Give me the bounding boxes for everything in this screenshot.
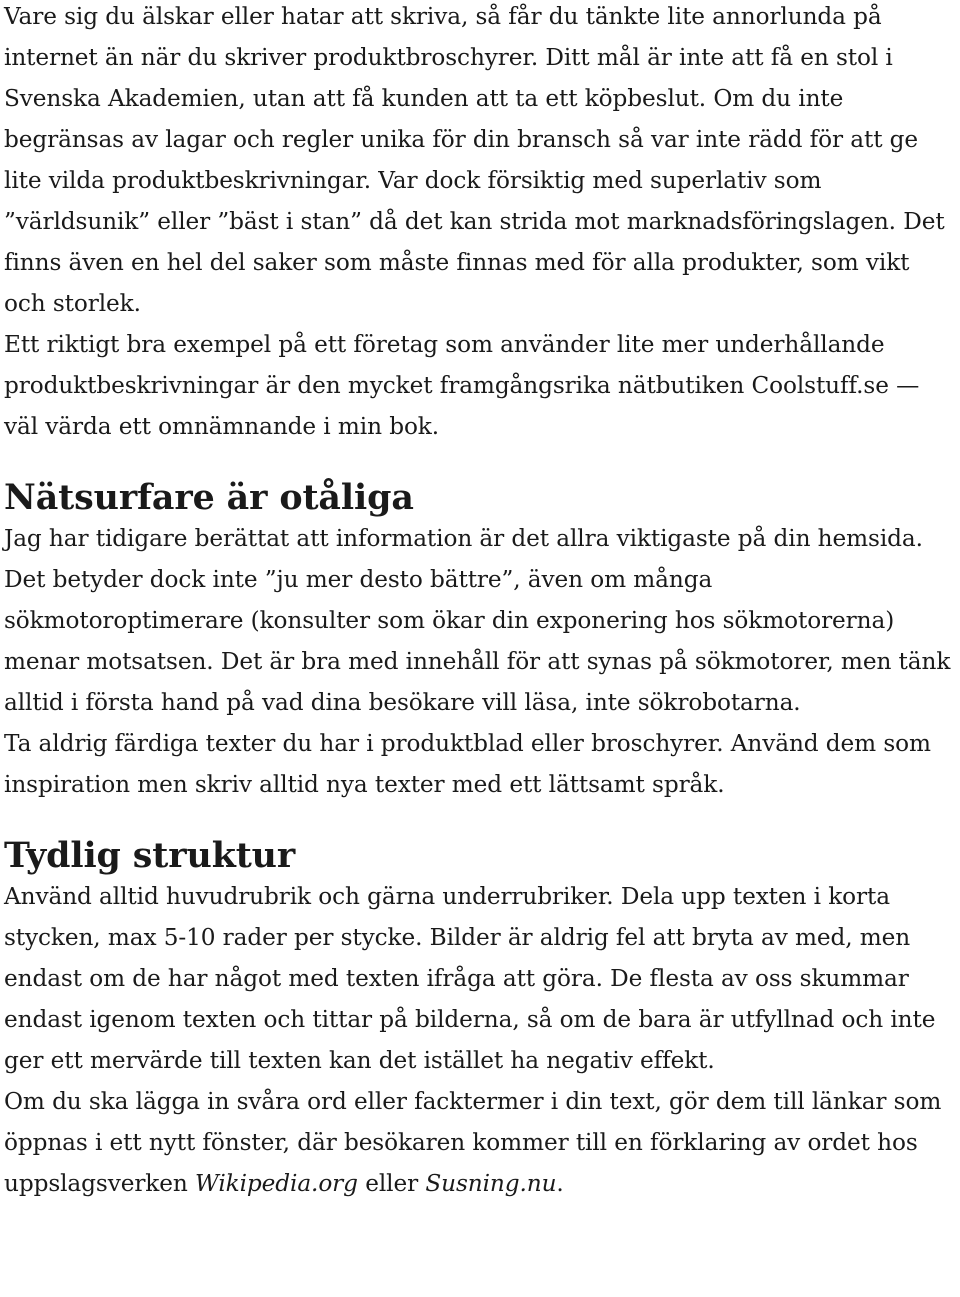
section-heading-tydlig-struktur: Tydlig struktur bbox=[4, 835, 296, 876]
paragraph-section2-1: Använd alltid huvudrubrik och gärna underrubriker. Dela upp texten i korta stycken, max 5-10 rader per stycke. Bilder är aldrig fel att bryta av med, men endast om de har något med texten ifråga att göra. De flesta av oss skummar endast igenom texten och tittar på bilderna, så om de bara är utfyllnad och inte ger ett mervärde till texten kan det istället ha negativ effekt. bbox=[4, 883, 936, 1074]
paragraph-intro-1: Vare sig du älskar eller hatar att skriva, så får du tänkte lite annorlunda på internet än när du skriver produktbroschyrer. Ditt mål är inte att få en stol i Svenska Akademien, utan att få kunden att ta ett köpbeslut. Om du inte begränsas av lagar och regler unika för din bransch så var inte rädd för att ge lite vilda produktbeskrivningar. Var dock försiktig med superlativ som ”världsunik” eller ”bäst i stan” då det kan strida mot marknadsföringslagen. Det finns även en hel del saker som måste finnas med för alla produkter, som vikt och storlek. bbox=[4, 3, 945, 317]
wikipedia-reference: Wikipedia.org bbox=[195, 1170, 358, 1197]
paragraph-section2-2 bbox=[4, 1081, 958, 1204]
paragraph-intro-2: Ett riktigt bra exempel på ett företag som använder lite mer underhållande produktbeskrivningar är den mycket framgångsrika nätbutiken Coolstuff.se — väl värda ett omnämnande i min bok. bbox=[4, 331, 920, 440]
paragraph-section1-1: Jag har tidigare berättat att information är det allra viktigaste på din hemsida. Det betyder dock inte ”ju mer desto bättre”, även om många sökmotoroptimerare (konsulter som ökar din exponering hos sökmotorerna) menar motsatsen. Det är bra med innehåll för att synas på sökmotorer, men tänk alltid i första hand på vad dina besökare vill läsa, inte sökrobotarna. bbox=[4, 525, 951, 716]
paragraph-text-between: eller bbox=[357, 1170, 426, 1197]
section-heading-natsurfare: Nätsurfare är otåliga bbox=[4, 477, 414, 518]
susning-reference: Susning.nu bbox=[425, 1170, 557, 1197]
paragraph-text-before: Om du ska lägga in svåra ord eller facktermer i din text, gör dem till länkar som öppnas i ett nytt fönster, där besökaren kommer till en förklaring av ordet hos uppslagsverken bbox=[4, 1088, 942, 1197]
document-page bbox=[4, 0, 958, 1204]
paragraph-text-after: . bbox=[556, 1170, 564, 1197]
paragraph-section1-2: Ta aldrig färdiga texter du har i produktblad eller broschyrer. Använd dem som inspiration men skriv alltid nya texter med ett lättsamt språk. bbox=[4, 730, 931, 798]
